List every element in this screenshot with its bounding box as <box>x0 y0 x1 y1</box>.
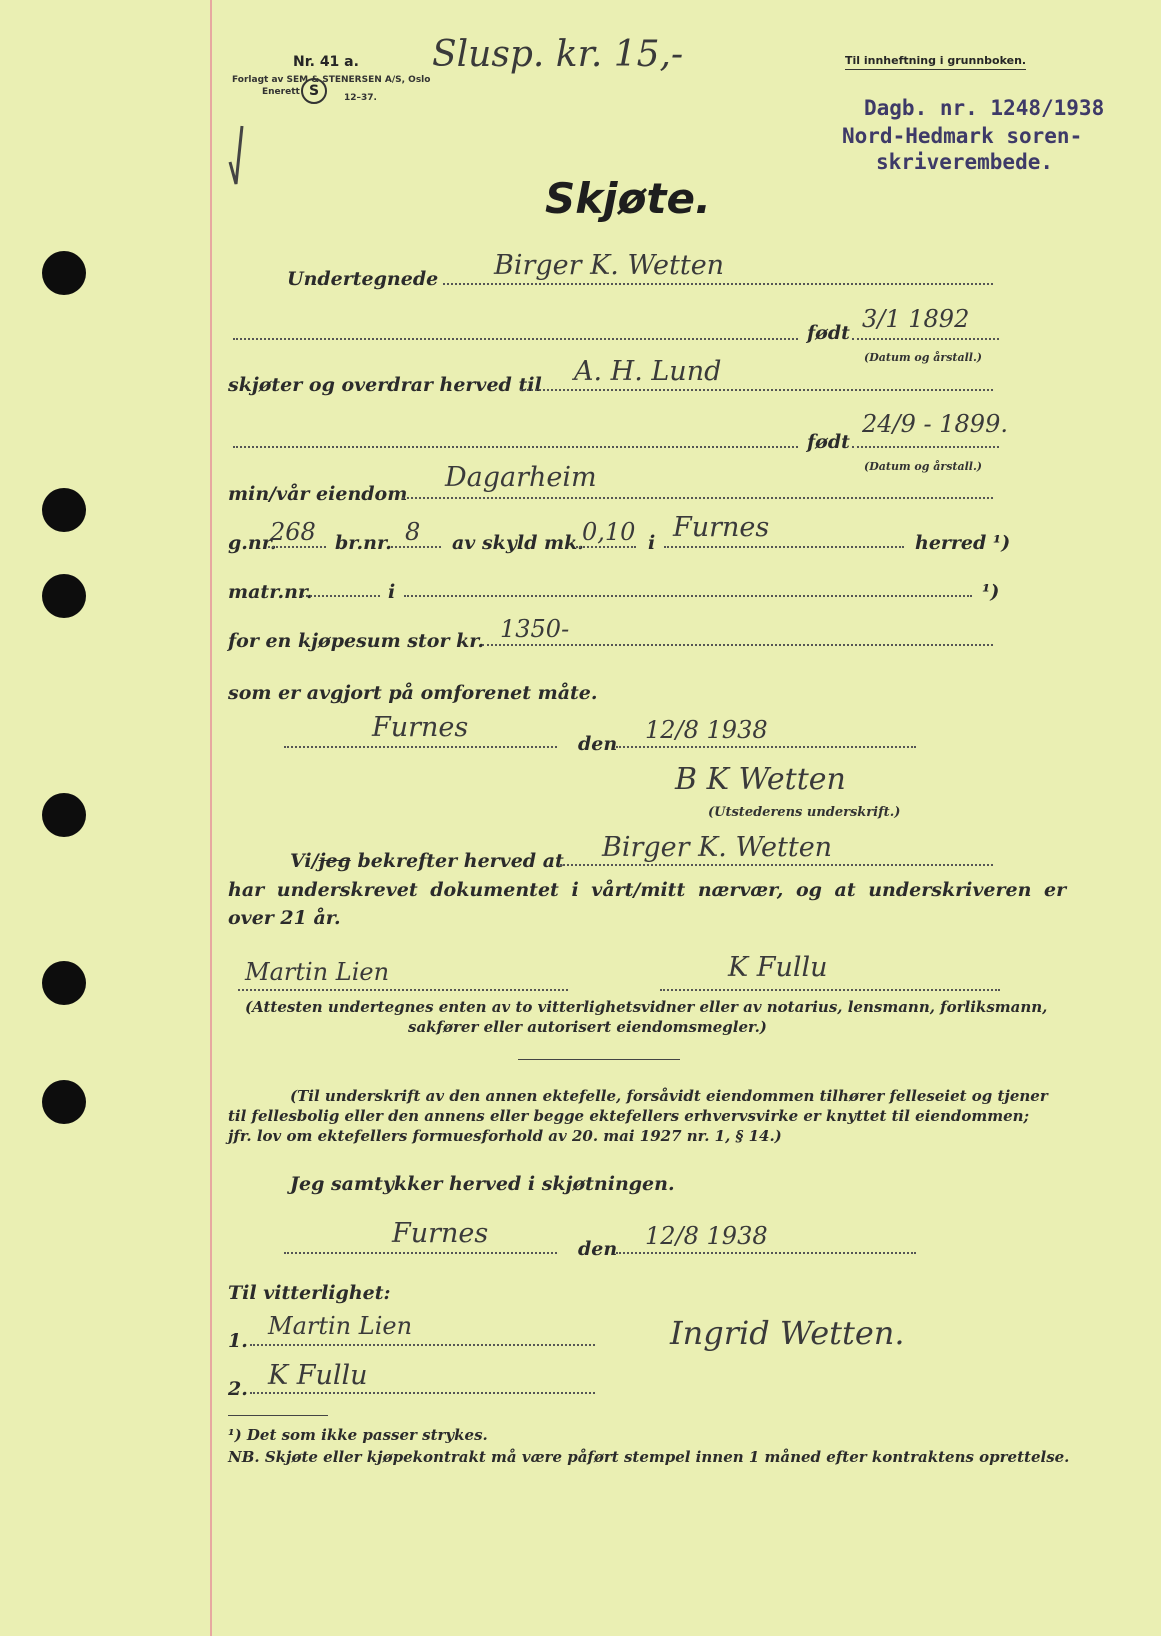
kjopesum-label: for en kjøpesum stor kr. <box>228 630 485 652</box>
spouse-note3: jfr. lov om ektefellers formuesforhold av 20. mai 1927 nr. 1, § 14.) <box>228 1127 782 1145</box>
fodt1-value: 3/1 1892 <box>862 305 970 333</box>
spouse-witness2-line <box>250 1392 595 1394</box>
signing-date: 12/8 1938 <box>645 716 768 744</box>
fodt2-line <box>852 446 999 448</box>
spouse-witness1: Martin Lien <box>268 1312 413 1340</box>
matr-end: ¹) <box>982 581 1000 603</box>
filing-note: Til innheftning i grunnboken. <box>845 54 1026 70</box>
skyld-line <box>576 546 636 548</box>
attest-name: Birger K. Wetten <box>602 832 833 863</box>
punch-hole <box>42 961 86 1005</box>
gnr-line <box>268 546 326 548</box>
punch-hole <box>42 574 86 618</box>
fodt2-leader <box>233 446 798 448</box>
brnr-line <box>391 546 441 548</box>
check-mark <box>226 122 250 192</box>
attest-line2: har underskrevet dokumentet i vårt/mitt nærvær, og at underskriveren er <box>228 879 1067 901</box>
undertegnede-line <box>443 283 993 285</box>
footnote-nb: NB. Skjøte eller kjøpekontrakt må være påført stempel innen 1 måned efter kontraktens oprettelse. <box>228 1448 1070 1466</box>
undertegnede-label: Undertegnede <box>287 268 439 290</box>
publisher-line: Forlagt av SEM & STENERSEN A/S, Oslo <box>232 75 431 85</box>
matr-i-label: i <box>388 581 396 603</box>
margin-line <box>210 0 212 1636</box>
document-title: Skjøte. <box>545 174 711 223</box>
gnr-label: g.nr. <box>228 532 277 554</box>
datum-note-1: (Datum og årstall.) <box>864 351 982 364</box>
brnr-label: br.nr. <box>335 532 392 554</box>
form-number: Nr. 41 a. <box>293 54 359 70</box>
skjoter-value: A. H. Lund <box>574 356 722 387</box>
publisher-logo: S <box>301 78 327 104</box>
attest-witness1: Martin Lien <box>245 958 390 986</box>
spouse-note1: (Til underskrift av den annen ektefelle, forsåvidt eiendommen tilhører felleseiet og tjener <box>290 1087 1048 1105</box>
signing-place: Furnes <box>372 712 469 743</box>
spouse-date: 12/8 1938 <box>645 1222 768 1250</box>
attest-name-line <box>560 864 993 866</box>
spouse-place-line <box>284 1252 557 1254</box>
vitterlighet-label: Til vitterlighet: <box>228 1282 391 1304</box>
brnr-value: 8 <box>405 518 421 546</box>
matr-label: matr.nr. <box>228 581 313 603</box>
attest-line3: over 21 år. <box>228 907 341 929</box>
skyld-value: 0,10 <box>582 518 636 546</box>
punch-hole <box>42 1080 86 1124</box>
punch-hole <box>42 793 86 837</box>
fodt2-label: født <box>807 431 850 453</box>
skjoter-label: skjøter og overdrar herved til <box>228 374 542 396</box>
witness2-line <box>660 989 1000 991</box>
avgjort-text: som er avgjort på omforenet måte. <box>228 682 598 704</box>
kjopesum-value: 1350- <box>500 615 570 643</box>
eiendom-line <box>402 497 993 499</box>
place-line <box>284 746 557 748</box>
attest-note2: sakfører eller autorisert eiendomsmegler.) <box>408 1018 767 1036</box>
publisher-code: 12–37. <box>344 93 377 103</box>
witness-num-2: 2. <box>228 1378 248 1400</box>
eiendom-value: Dagarheim <box>445 462 597 493</box>
fodt2-value: 24/9 - 1899. <box>862 410 1008 438</box>
datum-note-2: (Datum og årstall.) <box>864 460 982 473</box>
fodt1-line <box>852 338 999 340</box>
stamp-dagbok: Dagb. nr. 1248/1938 <box>864 96 1105 120</box>
spouse-place: Furnes <box>392 1218 489 1249</box>
divider-rule <box>518 1059 680 1060</box>
stamp-office-2: skriverembede. <box>876 150 1054 174</box>
issuer-signature: B K Wetten <box>675 762 846 797</box>
footnote-1: ¹) Det som ikke passer strykes. <box>228 1426 488 1444</box>
attest-witness2: K Fullu <box>728 952 828 983</box>
fodt1-leader <box>233 338 798 340</box>
undertegnede-value: Birger K. Wetten <box>494 250 725 281</box>
skyld-label: av skyld mk. <box>452 532 584 554</box>
skjoter-line <box>520 389 993 391</box>
fodt1-label: født <box>807 322 850 344</box>
punch-hole <box>42 488 86 532</box>
kjopesum-line <box>482 644 993 646</box>
attest-note1: (Attesten undertegnes enten av to vitterlighetsvidner eller av notarius, lensmann, forliksmann, <box>245 998 1048 1016</box>
gnr-value: 268 <box>270 518 316 546</box>
publisher-enerett: Enerett <box>262 87 300 97</box>
spouse-date-line <box>616 1252 916 1254</box>
spouse-note2: til fellesbolig eller den annens eller begge ektefellers erhvervsvirke er knyttet til eiendommen; <box>228 1107 1030 1125</box>
witness1-line <box>238 989 568 991</box>
stamp-office: Nord-Hedmark soren- <box>842 124 1083 148</box>
matr-i-line <box>404 595 972 597</box>
i-label: i <box>648 532 656 554</box>
spouse-signature: Ingrid Wetten. <box>670 1314 905 1352</box>
spouse-witness2: K Fullu <box>268 1360 368 1391</box>
fee-note: Slusp. kr. 15,- <box>432 34 684 75</box>
attest-bekrefter: Vi/jeg bekrefter herved at <box>290 850 564 872</box>
witness-num-1: 1. <box>228 1330 248 1352</box>
eiendom-label: min/vår eiendom <box>228 483 408 505</box>
herred-label: herred ¹) <box>915 532 1011 554</box>
spouse-witness1-line <box>250 1344 595 1346</box>
punch-hole <box>42 251 86 295</box>
spouse-consent: Jeg samtykker herved i skjøtningen. <box>290 1173 675 1195</box>
signature-caption: (Utstederens underskrift.) <box>708 805 901 820</box>
spouse-den-label: den <box>578 1238 618 1260</box>
herred-value: Furnes <box>673 512 770 543</box>
den-label: den <box>578 733 618 755</box>
herred-line <box>664 546 904 548</box>
footnote-rule <box>228 1415 328 1416</box>
matr-line <box>302 595 380 597</box>
date-line <box>616 746 916 748</box>
